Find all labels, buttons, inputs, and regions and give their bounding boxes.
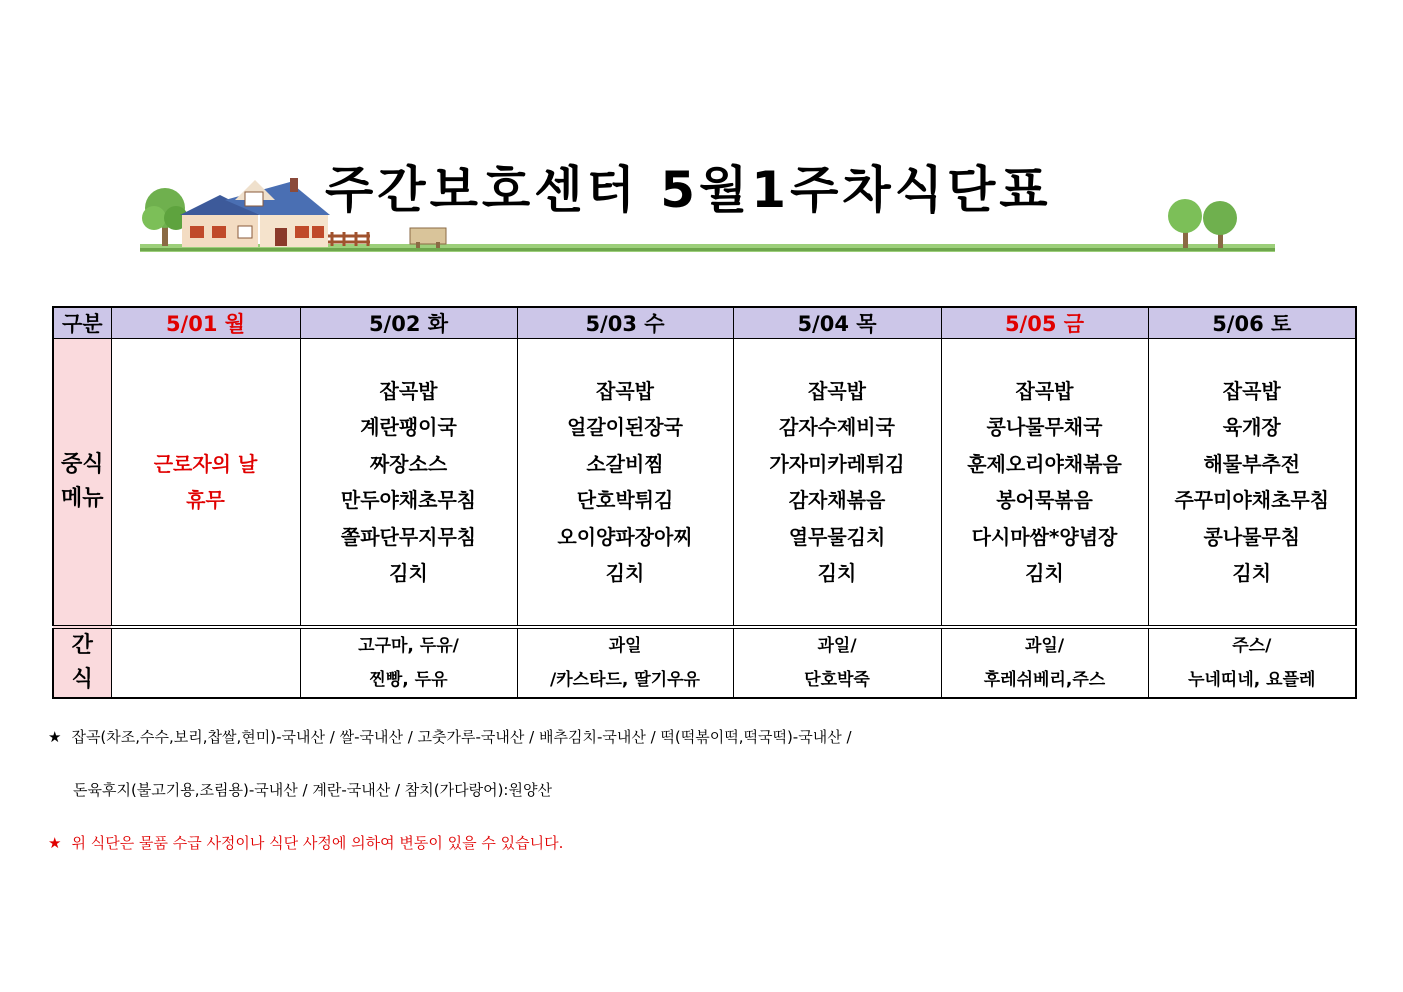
- tree-icon: [1168, 199, 1237, 248]
- menu-item: 봉어묵볶음: [996, 488, 1093, 512]
- menu-item: 얼갈이된장국: [567, 415, 683, 439]
- menu-item: 잡곡밥: [1015, 378, 1074, 403]
- snack-cell: [517, 627, 733, 698]
- house-icon: [180, 178, 330, 247]
- menu-item: 잡곡밥: [379, 378, 438, 403]
- fence-icon: [328, 232, 370, 246]
- lunch-cell: [1148, 339, 1356, 628]
- menu-item: 가자미카레튀김: [769, 451, 905, 476]
- page-title: 주간보호센터 5월1주차식단표: [325, 161, 1052, 219]
- menu-item: 만두야채초무침: [340, 488, 477, 512]
- holiday-label: 휴무: [186, 488, 225, 512]
- weekly-menu-table: [52, 306, 1357, 699]
- row-header-line: 간: [71, 633, 93, 658]
- warning-text: 위 식단은 물품 수급 사정이나 식단 사정에 의하여 변동이 있을 수 있습니다.: [71, 834, 564, 852]
- menu-item: 주꾸미야채초무침: [1174, 488, 1330, 512]
- menu-item: 콩나물무채국: [986, 415, 1103, 439]
- menu-item: 해물부추전: [1203, 451, 1301, 476]
- menu-item: 김치: [605, 561, 645, 585]
- origin-note-text: 돈육후지(불고기용,조림용)-국내산 / 계란-국내산 / 참치(가다랑어):원양산: [73, 781, 552, 799]
- lunch-cell: [733, 339, 941, 628]
- holiday-label: 근로자의 날: [153, 451, 258, 476]
- snack-item: 고구마, 두유/: [358, 636, 459, 656]
- menu-item: 김치: [389, 561, 428, 585]
- origin-note-text: 잡곡(차조,수수,보리,찹쌀,현미)-국내산 / 쌀-국내산 / 고춧가루-국내산 / 배추김치-국내산 / 떡(떡볶이떡,떡국떡)-국내산 /: [71, 728, 852, 746]
- menu-item: 감자채볶음: [788, 488, 886, 512]
- snack-item: 후레쉬베리,주스: [983, 670, 1106, 690]
- snack-item: 과일: [608, 636, 642, 656]
- star-icon: ★: [48, 834, 62, 852]
- snack-item: /카스타드, 딸기우유: [550, 670, 700, 690]
- origin-note-line1: [48, 726, 852, 747]
- menu-item: 잡곡밥: [1222, 378, 1281, 403]
- lunch-row-header: [53, 339, 111, 628]
- snack-item: 찐빵, 두유: [369, 670, 448, 690]
- day-header: 5/05 금: [941, 307, 1148, 339]
- menu-item: 소갈비찜: [586, 451, 664, 476]
- star-icon: ★: [48, 728, 62, 746]
- menu-item: 쫄파단무지무침: [340, 524, 477, 549]
- day-header: 5/01 월: [111, 307, 300, 339]
- menu-item: 김치: [1025, 561, 1064, 585]
- menu-item: 오이양파장아찌: [557, 524, 693, 549]
- menu-item: 김치: [817, 561, 857, 585]
- snack-cell: [111, 627, 300, 698]
- day-header: 5/04 목: [733, 307, 941, 339]
- change-warning: [48, 832, 563, 853]
- menu-item: 계란팽이국: [360, 415, 457, 439]
- lunch-cell: [111, 339, 300, 628]
- lunch-cell: [941, 339, 1148, 628]
- menu-item: 단호박튀김: [576, 488, 674, 512]
- lunch-cell: [300, 339, 517, 628]
- snack-cell: [1148, 627, 1356, 698]
- day-header: 5/02 화: [300, 307, 517, 339]
- day-header: 5/03 수: [517, 307, 733, 339]
- snack-cell: [300, 627, 517, 698]
- menu-item: 김치: [1232, 561, 1272, 585]
- snack-item: 단호박죽: [804, 670, 870, 690]
- menu-item: 짜장소스: [369, 451, 448, 476]
- row-header-line: 식: [71, 667, 93, 692]
- snack-row-header: [53, 627, 111, 698]
- row-header-line: 메뉴: [60, 486, 104, 511]
- day-header: 5/06 토: [1148, 307, 1356, 339]
- tree-icon: [142, 188, 188, 246]
- snack-row: [53, 627, 1356, 698]
- menu-item: 콩나물무침: [1203, 524, 1301, 549]
- menu-item: 감자수제비국: [779, 415, 895, 439]
- snack-item: 주스/: [1232, 636, 1272, 656]
- header-row: [53, 307, 1356, 339]
- menu-item: 열무물김치: [788, 524, 886, 549]
- snack-cell: [941, 627, 1148, 698]
- origin-note-line2: [73, 779, 552, 800]
- menu-item: 잡곡밥: [596, 378, 654, 403]
- menu-item: 훈제오리야채볶음: [967, 451, 1122, 476]
- snack-item: 누네띠네, 요플레: [1188, 670, 1316, 690]
- snack-cell: [733, 627, 941, 698]
- row-header-line: 중식: [60, 452, 104, 477]
- lunch-row: [53, 339, 1356, 628]
- menu-item: 다시마쌈*양념장: [971, 524, 1118, 549]
- menu-item: 잡곡밥: [808, 378, 866, 403]
- lunch-cell: [517, 339, 733, 628]
- menu-item: 육개장: [1222, 415, 1281, 439]
- snack-item: 과일/: [1024, 636, 1065, 656]
- snack-item: 과일/: [817, 636, 857, 656]
- corner-header: 구분: [53, 307, 111, 339]
